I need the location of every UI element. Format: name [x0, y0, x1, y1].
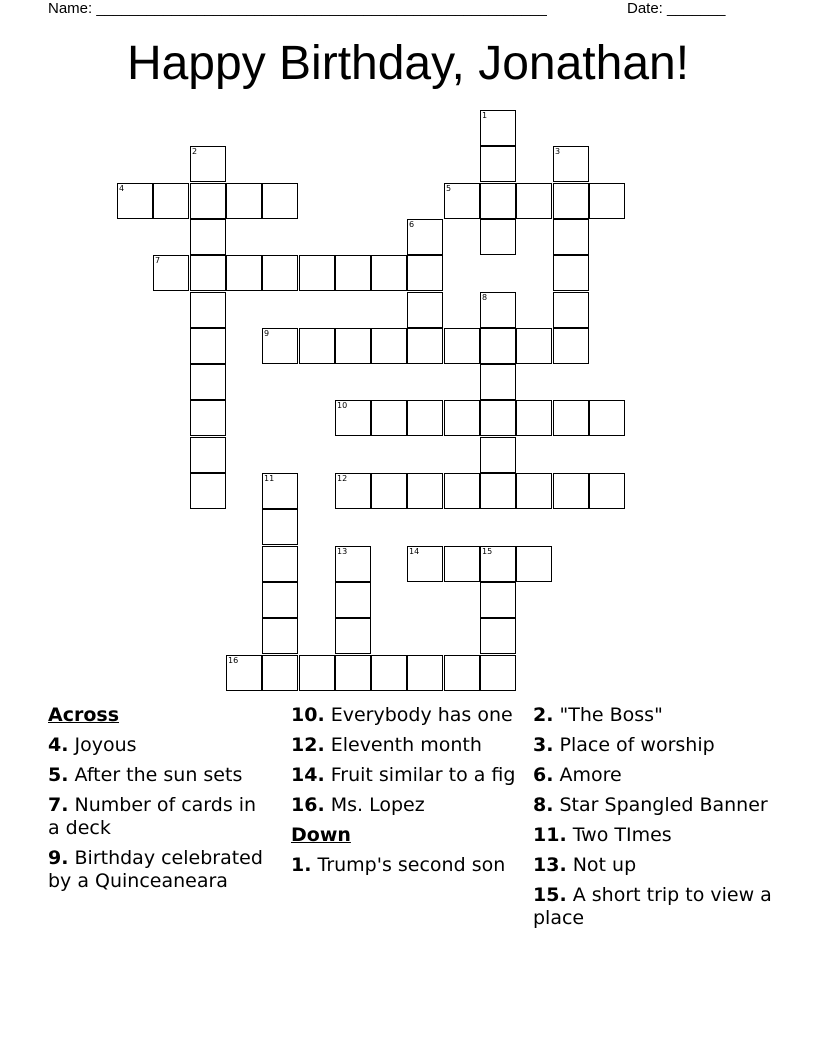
clue-number: 5.	[48, 764, 69, 786]
clue-text: Joyous	[74, 734, 137, 756]
across-heading: Across	[48, 704, 120, 726]
grid-cell[interactable]	[407, 328, 443, 364]
grid-cell[interactable]	[335, 582, 371, 618]
grid-cell[interactable]	[299, 655, 335, 691]
clue-across-4	[48, 734, 273, 757]
clue-text: Place of worship	[559, 734, 715, 756]
grid-cell[interactable]	[480, 546, 516, 582]
clue-number: 2.	[533, 704, 554, 726]
grid-cell[interactable]	[480, 183, 516, 219]
grid-cell[interactable]	[516, 400, 552, 436]
grid-cell[interactable]	[589, 473, 625, 509]
clues-column-1	[48, 704, 273, 900]
clue-text: After the sun sets	[74, 764, 243, 786]
grid-cell[interactable]	[190, 146, 226, 182]
clue-text: Amore	[559, 764, 622, 786]
grid-cell[interactable]	[516, 183, 552, 219]
clues-column-3	[533, 704, 773, 937]
clue-text: Fruit similar to a fig	[330, 764, 516, 786]
grid-cell[interactable]	[335, 618, 371, 654]
grid-cell[interactable]	[371, 655, 407, 691]
cell-number: 8	[482, 293, 488, 302]
cell-number: 11	[264, 474, 275, 483]
grid-cell[interactable]	[226, 183, 262, 219]
grid-cell[interactable]	[335, 655, 371, 691]
clue-number: 16.	[291, 794, 325, 816]
clue-down-1	[291, 854, 519, 877]
grid-cell[interactable]	[190, 437, 226, 473]
grid-cell[interactable]	[407, 655, 443, 691]
grid-cell[interactable]	[262, 655, 298, 691]
grid-cell[interactable]	[407, 400, 443, 436]
grid-cell[interactable]	[444, 546, 480, 582]
page-title: Happy Birthday, Jonathan!	[126, 37, 690, 90]
grid-cell[interactable]	[553, 183, 589, 219]
clue-number: 14.	[291, 764, 325, 786]
clue-number: 1.	[291, 854, 312, 876]
grid-cell[interactable]	[480, 437, 516, 473]
grid-cell[interactable]	[516, 546, 552, 582]
cell-number: 10	[337, 401, 348, 410]
clue-down-6	[533, 764, 773, 787]
grid-cell[interactable]	[335, 328, 371, 364]
grid-cell[interactable]	[299, 328, 335, 364]
cell-number: 13	[337, 547, 348, 556]
clue-number: 13.	[533, 854, 567, 876]
cell-number: 15	[482, 547, 493, 556]
clue-down-2	[533, 704, 773, 727]
clue-across-10	[291, 704, 519, 727]
grid-cell[interactable]	[190, 364, 226, 400]
grid-cell[interactable]	[480, 473, 516, 509]
clue-number: 15.	[533, 884, 567, 906]
clue-number: 9.	[48, 847, 69, 869]
grid-cell[interactable]	[262, 183, 298, 219]
grid-cell[interactable]	[480, 292, 516, 328]
clue-text: Ms. Lopez	[330, 794, 425, 816]
grid-cell[interactable]	[553, 292, 589, 328]
cell-number: 3	[555, 147, 561, 156]
grid-cell[interactable]	[262, 255, 298, 291]
clue-number: 11.	[533, 824, 567, 846]
grid-cell[interactable]	[480, 582, 516, 618]
grid-cell[interactable]	[190, 473, 226, 509]
grid-cell[interactable]	[407, 219, 443, 255]
clue-across-16	[291, 794, 519, 817]
grid-cell[interactable]	[299, 255, 335, 291]
clue-number: 6.	[533, 764, 554, 786]
grid-cell[interactable]	[262, 473, 298, 509]
grid-cell[interactable]	[153, 255, 189, 291]
clue-across-14	[291, 764, 519, 787]
grid-cell[interactable]	[407, 292, 443, 328]
grid-cell[interactable]	[553, 473, 589, 509]
grid-cell[interactable]	[335, 473, 371, 509]
down-heading: Down	[291, 824, 351, 846]
cell-number: 12	[337, 474, 348, 483]
grid-cell[interactable]	[553, 219, 589, 255]
grid-cell[interactable]	[190, 255, 226, 291]
grid-cell[interactable]	[516, 473, 552, 509]
grid-cell[interactable]	[371, 400, 407, 436]
grid-cell[interactable]	[480, 400, 516, 436]
grid-cell[interactable]	[371, 473, 407, 509]
grid-cell[interactable]	[444, 655, 480, 691]
grid-cell[interactable]	[480, 328, 516, 364]
clue-text: Star Spangled Banner	[559, 794, 768, 816]
cell-number: 1	[482, 111, 488, 120]
grid-cell[interactable]	[480, 146, 516, 182]
grid-cell[interactable]	[190, 328, 226, 364]
cell-number: 2	[192, 147, 198, 156]
cell-number: 6	[409, 220, 415, 229]
grid-cell[interactable]	[153, 183, 189, 219]
clue-text: Birthday celebrated by a Quinceaneara	[48, 847, 263, 892]
clue-number: 4.	[48, 734, 69, 756]
clue-across-5	[48, 764, 273, 787]
clue-text: Everybody has one	[330, 704, 513, 726]
grid-cell[interactable]	[262, 328, 298, 364]
date-field[interactable]: Date: _______	[627, 0, 726, 17]
clue-text: Two TImes	[572, 824, 672, 846]
clue-number: 7.	[48, 794, 69, 816]
name-field[interactable]: Name: ______________________________________________________	[48, 0, 547, 17]
grid-cell[interactable]	[371, 328, 407, 364]
grid-cell[interactable]	[516, 328, 552, 364]
grid-cell[interactable]	[553, 146, 589, 182]
grid-cell[interactable]	[444, 328, 480, 364]
grid-cell[interactable]	[190, 219, 226, 255]
clue-number: 8.	[533, 794, 554, 816]
grid-cell[interactable]	[589, 400, 625, 436]
grid-cell[interactable]	[444, 183, 480, 219]
cell-number: 9	[264, 329, 270, 338]
grid-cell[interactable]	[335, 400, 371, 436]
grid-cell[interactable]	[335, 255, 371, 291]
clue-down-11	[533, 824, 773, 847]
grid-cell[interactable]	[553, 328, 589, 364]
cell-number: 5	[446, 184, 452, 193]
grid-cell[interactable]	[553, 400, 589, 436]
clue-text: A short trip to view a place	[533, 884, 772, 929]
grid-cell[interactable]	[371, 255, 407, 291]
clue-text: Number of cards in a deck	[48, 794, 257, 839]
grid-cell[interactable]	[226, 655, 262, 691]
clue-down-13	[533, 854, 773, 877]
clue-text: "The Boss"	[559, 704, 663, 726]
grid-cell[interactable]	[480, 618, 516, 654]
grid-cell[interactable]	[407, 546, 443, 582]
clue-text: Eleventh month	[330, 734, 482, 756]
clue-text: Trump's second son	[317, 854, 506, 876]
grid-cell[interactable]	[480, 364, 516, 400]
grid-cell[interactable]	[407, 473, 443, 509]
grid-cell[interactable]	[553, 255, 589, 291]
grid-cell[interactable]	[444, 473, 480, 509]
grid-cell[interactable]	[480, 219, 516, 255]
grid-cell[interactable]	[117, 183, 153, 219]
clue-across-7	[48, 794, 273, 840]
cell-number: 16	[228, 656, 239, 665]
grid-cell[interactable]	[190, 400, 226, 436]
grid-cell[interactable]	[480, 655, 516, 691]
clue-down-8	[533, 794, 773, 817]
clue-across-12	[291, 734, 519, 757]
grid-cell[interactable]	[190, 183, 226, 219]
cell-number: 14	[409, 547, 420, 556]
cell-number: 4	[119, 184, 125, 193]
clue-number: 12.	[291, 734, 325, 756]
grid-cell[interactable]	[226, 255, 262, 291]
grid-cell[interactable]	[190, 292, 226, 328]
grid-cell[interactable]	[589, 183, 625, 219]
clue-across-9	[48, 847, 273, 893]
clue-number: 3.	[533, 734, 554, 756]
grid-cell[interactable]	[262, 546, 298, 582]
grid-cell[interactable]	[335, 546, 371, 582]
grid-cell[interactable]	[262, 618, 298, 654]
grid-cell[interactable]	[480, 110, 516, 146]
grid-cell[interactable]	[444, 400, 480, 436]
clue-text: Not up	[572, 854, 637, 876]
clue-down-3	[533, 734, 773, 757]
clues-column-2	[291, 704, 519, 884]
cell-number: 7	[155, 256, 161, 265]
clue-number: 10.	[291, 704, 325, 726]
grid-cell[interactable]	[407, 255, 443, 291]
grid-cell[interactable]	[262, 582, 298, 618]
clue-down-15	[533, 884, 773, 930]
grid-cell[interactable]	[262, 509, 298, 545]
